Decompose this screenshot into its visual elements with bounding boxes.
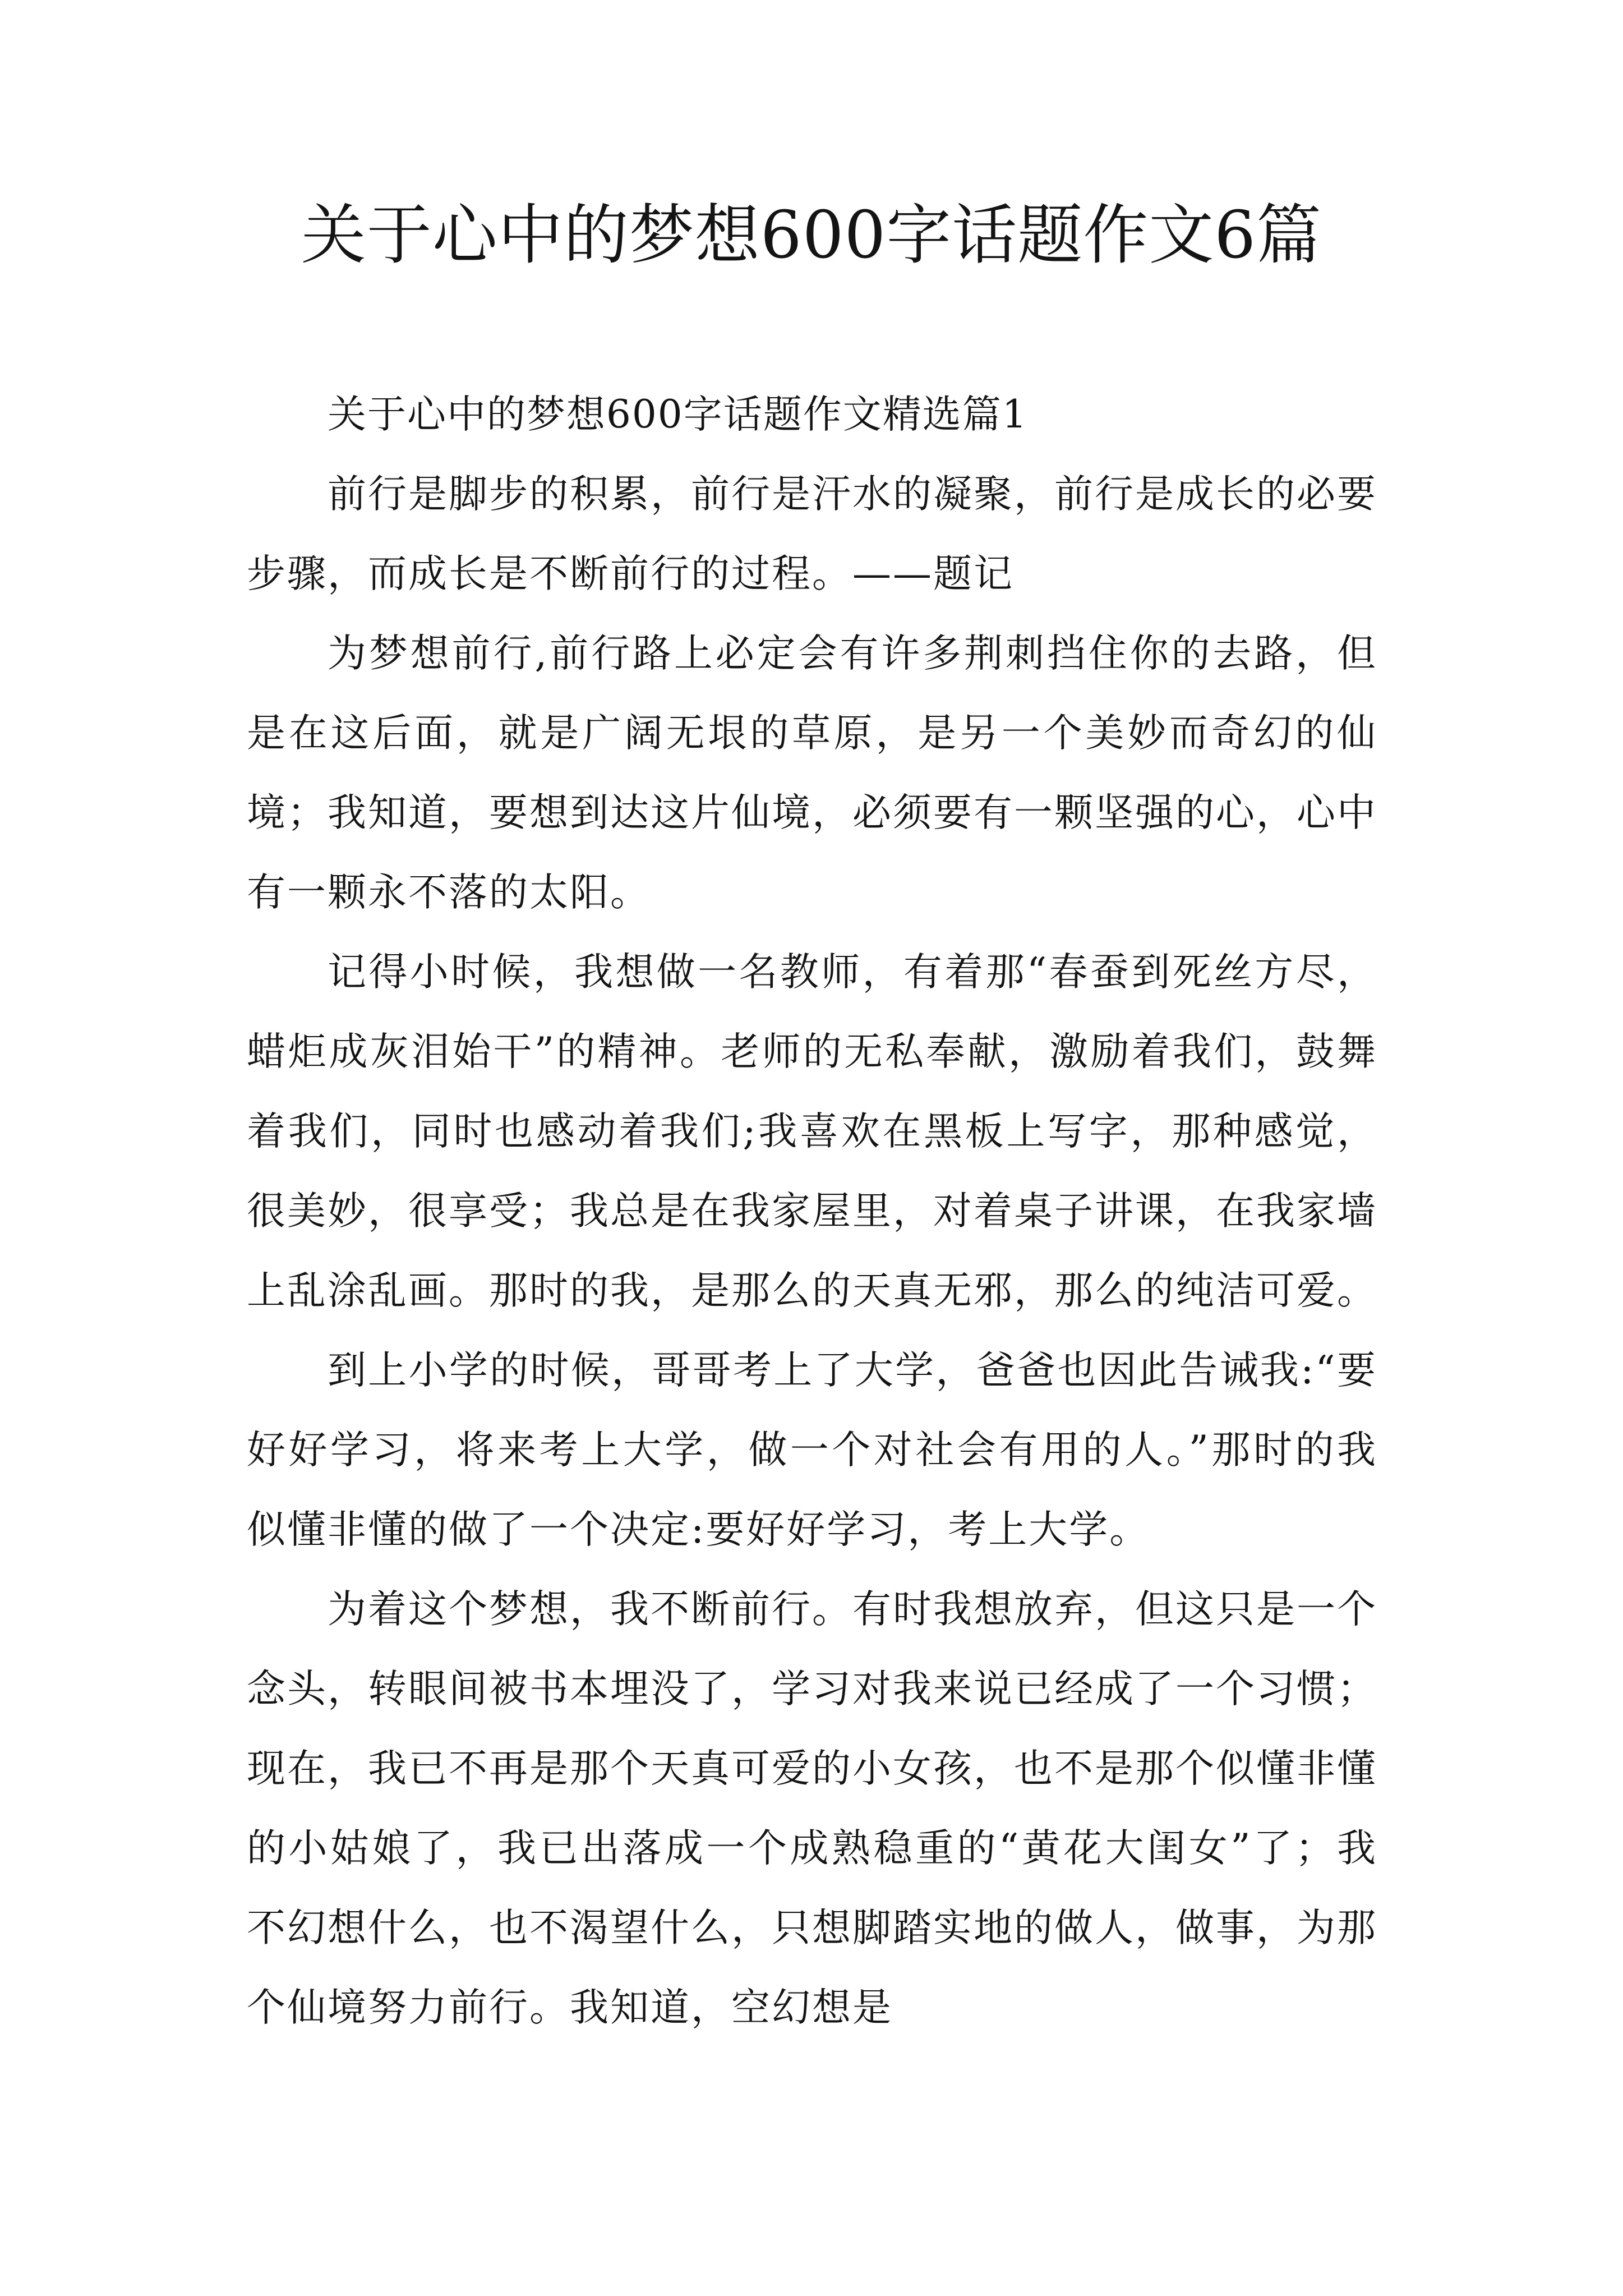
document-body [247,375,1377,2047]
section-heading: 关于心中的梦想600字话题作文精选篇1 [328,392,1028,437]
document-title: 关于心中的梦想600字话题作文6篇 [301,197,1322,273]
paragraph-childhood-teacher: 记得小时候，我想做一名教师，有着那“春蚕到死丝方尽，蜡炬成灰泪始干”的精神。老师的无私奉献，激励着我们，鼓舞着我们，同时也感动着我们;我喜欢在黑板上写字，那种感觉，很美妙，很享受；我总是在我家屋里，对着桌子讲课，在我家墙上乱涂乱画。那时的我，是那么的天真无邪，那么的纯洁可爱。 [247,950,1377,1313]
paragraph-keep-going: 为着这个梦想，我不断前行。有时我想放弃，但这只是一个念头，转眼间被书本埋没了，学习对我来说已经成了一个习惯；现在，我已不再是那个天真可爱的小女孩，也不是那个似懂非懂的小姑娘了，我已出落成一个成熟稳重的“黄花大闺女”了；我不幻想什么，也不渴望什么，只想脚踏实地的做人，做事，为那个仙境努力前行。我知道，空幻想是 [247,1587,1377,2030]
paragraph-primary-school: 到上小学的时候，哥哥考上了大学，爸爸也因此告诫我:“要好好学习，将来考上大学，做一个对社会有用的人。”那时的我似懂非懂的做了一个决定:要好好学习，考上大学。 [247,1348,1377,1552]
paragraph-dream-path: 为梦想前行,前行路上必定会有许多荆刺挡住你的去路，但是在这后面，就是广阔无垠的草原，是另一个美妙而奇幻的仙境；我知道，要想到达这片仙境，必须要有一颗坚强的心，心中有一颗永不落的太阳。 [247,631,1377,915]
paragraph-epigraph: 前行是脚步的积累，前行是汗水的凝聚，前行是成长的必要步骤，而成长是不断前行的过程。——题记 [247,472,1377,596]
